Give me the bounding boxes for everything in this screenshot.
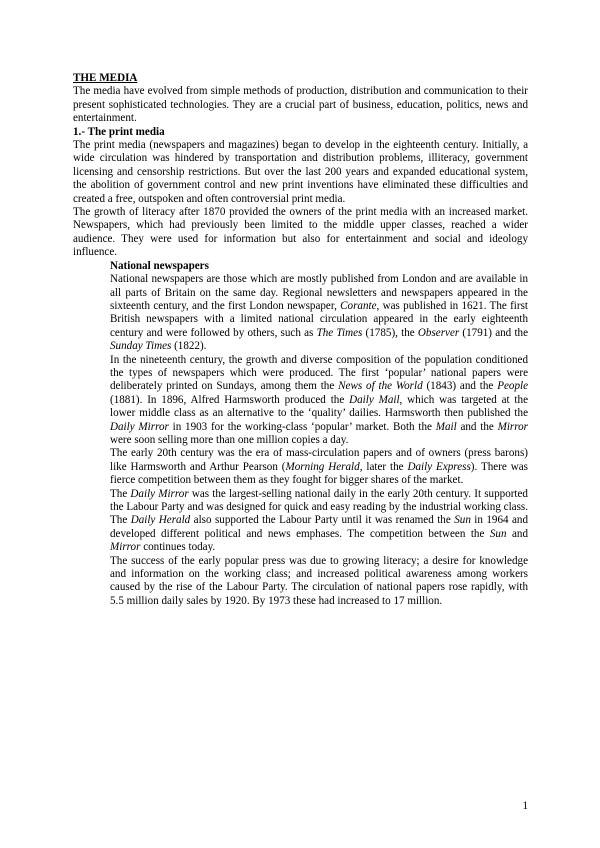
section-heading-print-media: 1.- The print media: [73, 125, 165, 138]
national-paragraph-5: The success of the early popular press was due to growing literacy; a desire for knowledge and information on the working class; and increased political awareness among workers caused by the rise of the Labour Party. The circulation of national papers rose rapidly, with 5.5 million daily sales by 1920. By 1973 these had increased to 17 million.: [110, 554, 528, 607]
document-title: THE MEDIA: [73, 72, 138, 84]
print-media-paragraph-1: The print media (newspapers and magazines) began to develop in the eighteenth century. Initially, a wide circulation was hindered by transportation and distribution problems, illiteracy, government licensing and censorship restrictions. But over the last 200 years and expanded educational system, the abolition of government control and new print inventions have eliminated these difficulties and created a free, outspoken and often controversial print media.: [73, 139, 528, 205]
national-paragraph-4: The Daily Mirror was the largest-selling national daily in the early 20th century. It supported the Labour Party and was designed for quick and easy reading by the industrial working class. The Daily Herald also supported the Labour Party until it was renamed the Sun in 1964 and developed different political and news emphases. The competition between the Sun and Mirror continues today.: [110, 487, 529, 554]
document-body: [73, 72, 528, 608]
national-paragraph-1: National newspapers are those which are mostly published from London and are available in all parts of Britain on the same day. Regional newsletters and newspapers appeared in the sixteenth century, and the first London newspaper, Corante, was published in 1621. The first British newspapers with a limited national circulation appeared in the early eighteenth century and were followed by others, such as The Times (1785), the Observer (1791) and the Sunday Times (1822).: [110, 273, 529, 353]
national-paragraph-2: In the nineteenth century, the growth and diverse composition of the population conditioned the types of newspapers which were produced. The first ‘popular’ national papers were deliberately printed on Sundays, among them the News of the World (1843) and the People (1881). In 1896, Alfred Harmsworth produced the Daily Mail, which was targeted at the lower middle class as an alternative to the ‘quality’ dailies. Harmsworth then published the Daily Mirror in 1903 for the working-class ‘popular’ market. Both the Mail and the Mirror were soon selling more than one million copies a day.: [110, 353, 529, 446]
subheading-national-newspapers: National newspapers: [110, 259, 209, 272]
page-number: 1: [522, 800, 528, 812]
national-paragraph-3: The early 20th century was the era of mass-circulation papers and of owners (press barons) like Harmsworth and Arthur Pearson (Morning Herald, later the Daily Express). There was fierce competition between them as they fought for bigger shares of the market.: [110, 447, 528, 487]
print-media-paragraph-2: The growth of literacy after 1870 provided the owners of the print media with an increased market. Newspapers, which had previously been limited to the middle upper classes, reached a wider audience. They were used for information but also for entertainment and social and ideology influence.: [73, 206, 528, 259]
intro-paragraph: The media have evolved from simple methods of production, distribution and communication to their present sophisticated technologies. They are a crucial part of business, education, politics, news and entertainment.: [73, 85, 528, 125]
